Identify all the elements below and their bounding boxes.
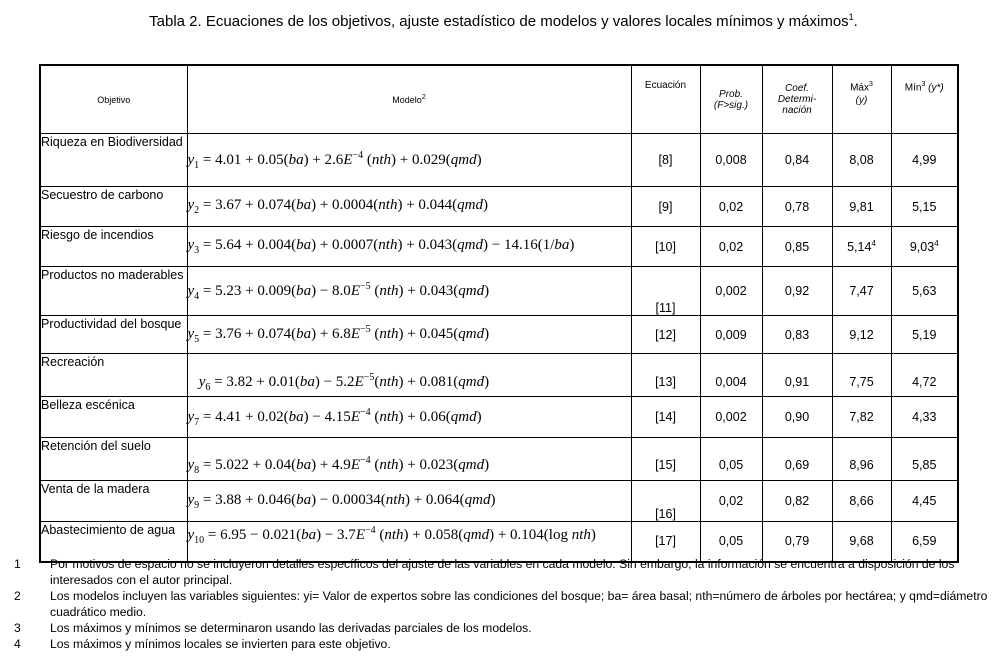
header-ecuacion: Ecuación (631, 65, 700, 134)
header-min-sup: 3 (921, 81, 926, 88)
model-equation: $y_8 = 5.022 + 0.04(ba) + 4.9E^{-4}$ (nth) + 0.023(qmd) (187, 438, 631, 481)
coef-cell: 0,90 (762, 397, 832, 438)
header-prob-1: Prob. (719, 88, 743, 100)
header-max-text: Máx (850, 82, 869, 94)
prob-cell: 0,004 (700, 354, 762, 397)
ecuacion-cell: [15] (631, 438, 700, 481)
max-cell: 9,12 (832, 316, 891, 354)
header-coef (762, 65, 832, 134)
coef-cell: 0,85 (762, 227, 832, 267)
min-cell: 4,72 (891, 354, 958, 397)
equations-table (39, 64, 959, 563)
model-equation: $y_3 = 5.64 + 0.004(ba) + 0.0007(nth) + 0.043(qmd) - 14.16(1/ba)$ (187, 227, 631, 267)
table-title (0, 12, 1007, 30)
footnote (0, 636, 1007, 652)
prob-cell: 0,05 (700, 522, 762, 562)
ecuacion-cell: [11] (631, 267, 700, 316)
ecuacion-cell: [16] (631, 481, 700, 522)
max-cell: 8,08 (832, 134, 891, 187)
objetivo-cell: Productos no maderables (40, 267, 187, 316)
min-cell: 5,85 (891, 438, 958, 481)
header-coef-2: Determi- (777, 94, 817, 105)
header-max-2: (y) (855, 95, 868, 107)
table-row (40, 397, 958, 438)
header-row (40, 65, 958, 134)
table-row (40, 134, 958, 187)
coef-cell: 0,78 (762, 187, 832, 227)
objetivo-cell: Productividad del bosque (40, 316, 187, 354)
prob-cell: 0,05 (700, 438, 762, 481)
objetivo-cell: Abastecimiento de agua (40, 522, 187, 562)
objetivo-cell: Riqueza en Biodiversidad (40, 134, 187, 187)
header-prob (700, 65, 762, 134)
footnote (0, 588, 1007, 620)
model-equation: $y_1 = 4.01 + 0.05(ba) + 2.6E^{-4}$ (nth) + 0.029(qmd) (187, 134, 631, 187)
objetivo-cell: Venta de la madera (40, 481, 187, 522)
prob-cell: 0,02 (700, 187, 762, 227)
ecuacion-cell: [12] (631, 316, 700, 354)
header-coef-1: Coef. (785, 83, 809, 94)
footnote-text: Los máximos y mínimos locales se invierten para este objetivo. (50, 637, 391, 651)
objetivo-cell: Secuestro de carbono (40, 187, 187, 227)
footnotes (0, 556, 1007, 652)
model-equation: $y_6 = 3.82 + 0.01(ba) - 5.2E^{-5}(nth) + 0.081(qmd)$ (187, 354, 631, 397)
header-min-2: (y*) (928, 82, 944, 94)
max-cell: 8,96 (832, 438, 891, 481)
max-footnote-ref: 4 (871, 238, 876, 248)
max-cell: 7,82 (832, 397, 891, 438)
coef-cell: 0,69 (762, 438, 832, 481)
coef-cell: 0,91 (762, 354, 832, 397)
prob-cell: 0,009 (700, 316, 762, 354)
table-row (40, 267, 958, 316)
model-equation: $y_7 = 4.41 + 0.02(ba) - 4.15E^{-4}$ (nth) + 0.06(qmd) (187, 397, 631, 438)
table-title-end: . (853, 13, 858, 30)
coef-cell: 0,84 (762, 134, 832, 187)
min-cell: 5,15 (891, 187, 958, 227)
footnote-number: 2 (14, 589, 21, 603)
footnote-number: 3 (14, 621, 21, 635)
ecuacion-cell: [10] (631, 227, 700, 267)
header-max (832, 65, 891, 134)
objetivo-cell: Belleza escénica (40, 397, 187, 438)
model-equation: $y_{10} = 6.95 - 0.021(ba) - 3.7E^{-4}$ (nth) + 0.058(qmd) + 0.104(log nth) (187, 522, 631, 562)
min-cell: 5,19 (891, 316, 958, 354)
footnote (0, 620, 1007, 636)
footnote-text: Los máximos y mínimos se determinaron usando las derivadas parciales de los modelos. (50, 621, 532, 635)
prob-cell: 0,02 (700, 481, 762, 522)
min-cell: 4,99 (891, 134, 958, 187)
table-row (40, 316, 958, 354)
coef-cell: 0,79 (762, 522, 832, 562)
table-row (40, 227, 958, 267)
header-max-sup: 3 (869, 81, 873, 88)
model-equation: $y_2 = 3.67 + 0.074(ba) + 0.0004(nth) + 0.044(qmd)$ (187, 187, 631, 227)
table-row (40, 438, 958, 481)
prob-cell: 0,002 (700, 267, 762, 316)
footnote-number: 1 (14, 557, 21, 571)
coef-cell: 0,92 (762, 267, 832, 316)
table-row (40, 187, 958, 227)
footnote-text: Por motivos de espacio no se incluyeron detalles específicos del ajuste de las variables en cada modelo. Sin embargo, la información se encuentra a disposición de los interesados con el autor principal. (50, 557, 955, 587)
table-title-text: Tabla 2. Ecuaciones de los objetivos, ajuste estadístico de modelos y valores locales mínimos y máximos (149, 13, 849, 30)
ecuacion-cell: [8] (631, 134, 700, 187)
ecuacion-cell: [14] (631, 397, 700, 438)
header-min (891, 65, 958, 134)
header-modelo (187, 65, 631, 134)
header-modelo-sup: 2 (421, 94, 426, 101)
header-coef-3: nación (782, 105, 812, 116)
ecuacion-cell: [17] (631, 522, 700, 562)
table-row (40, 481, 958, 522)
prob-cell: 0,008 (700, 134, 762, 187)
model-equation: $y_5 = 3.76 + 0.074(ba) + 6.8E^{-5}$ (nth) + 0.045(qmd) (187, 316, 631, 354)
max-cell: 7,47 (832, 267, 891, 316)
objetivo-cell: Riesgo de incendios (40, 227, 187, 267)
max-cell: 7,75 (832, 354, 891, 397)
header-objetivo: Objetivo (40, 65, 187, 134)
max-cell (832, 227, 891, 267)
table-title-footnote-ref: 1 (848, 12, 854, 22)
min-cell: 4,45 (891, 481, 958, 522)
prob-cell: 0,02 (700, 227, 762, 267)
min-cell (891, 227, 958, 267)
max-cell: 9,68 (832, 522, 891, 562)
header-modelo-text: Modelo (392, 95, 422, 105)
table-row (40, 354, 958, 397)
footnote-text: Los modelos incluyen las variables siguientes: yi= Valor de expertos sobre las condiciones del bosque; ba= área basal; nth=número de árboles por hectárea; y qmd=diámetro cuadrático medio. (50, 589, 988, 619)
max-value: 5,14 (847, 240, 872, 255)
objetivo-cell: Retención del suelo (40, 438, 187, 481)
header-min-text: Mín (904, 82, 922, 94)
coef-cell: 0,83 (762, 316, 832, 354)
header-prob-2: (F>sig.) (713, 99, 749, 111)
min-footnote-ref: 4 (934, 238, 939, 248)
coef-cell: 0,82 (762, 481, 832, 522)
model-equation: $y_9 = 3.88 + 0.046(ba) - 0.00034(nth) + 0.064(qmd)$ (187, 481, 631, 522)
max-cell: 9,81 (832, 187, 891, 227)
min-cell: 4,33 (891, 397, 958, 438)
max-cell: 8,66 (832, 481, 891, 522)
footnote-number: 4 (14, 637, 21, 651)
footnote (0, 556, 1007, 588)
objetivo-cell: Recreación (40, 354, 187, 397)
prob-cell: 0,002 (700, 397, 762, 438)
min-cell: 5,63 (891, 267, 958, 316)
min-cell: 6,59 (891, 522, 958, 562)
min-value: 9,03 (909, 240, 935, 255)
model-equation: $y_4 = 5.23 + 0.009(ba) - 8.0E^{-5}$ (nth) + 0.043(qmd) (187, 267, 631, 316)
ecuacion-cell: [9] (631, 187, 700, 227)
ecuacion-cell: [13] (631, 354, 700, 397)
